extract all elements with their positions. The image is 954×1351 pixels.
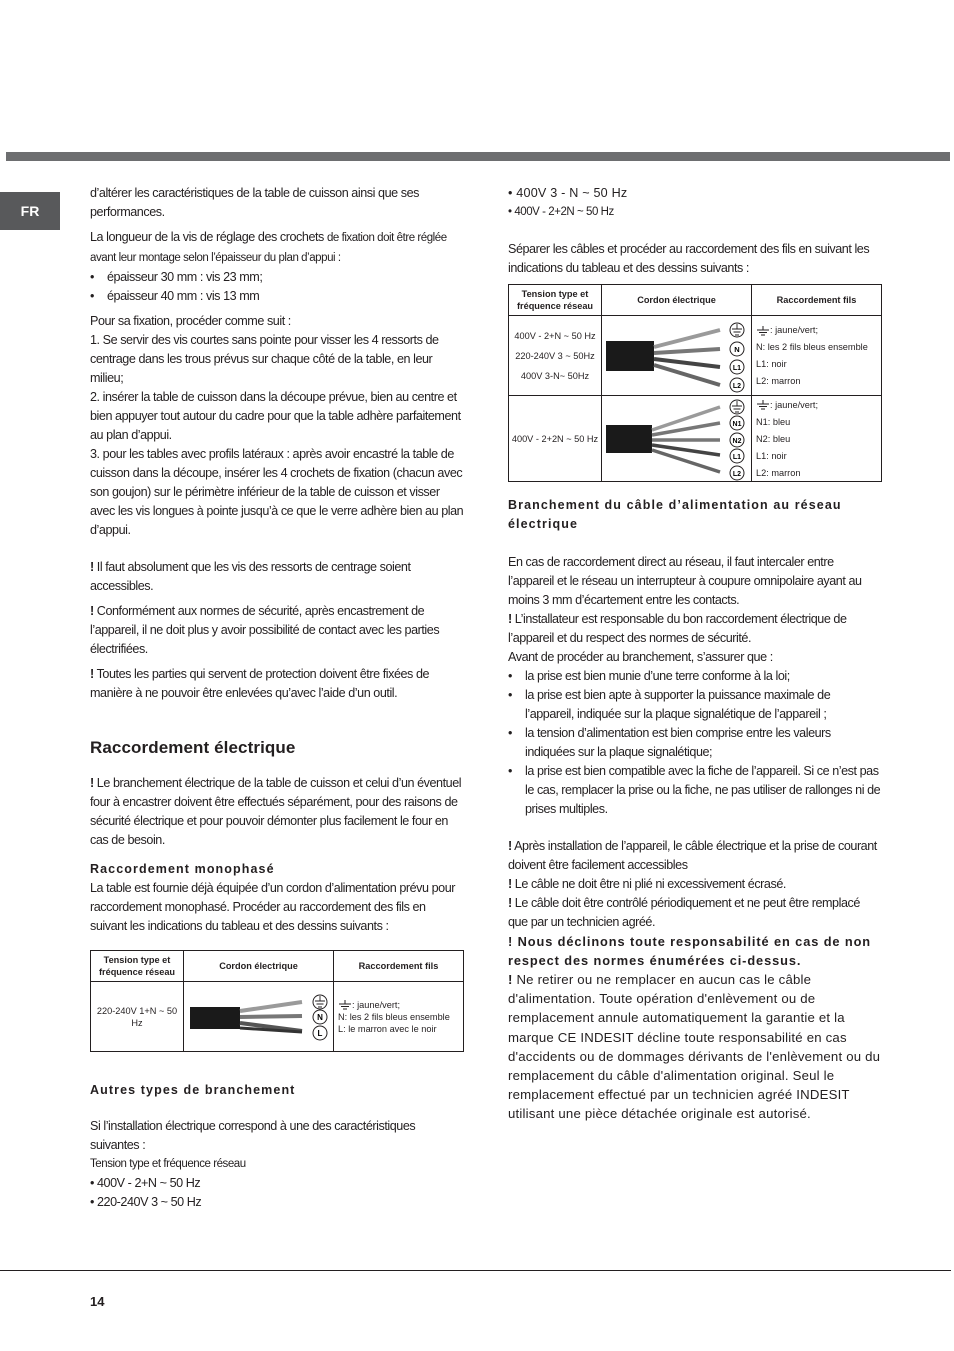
other-title: Autres types de branchement <box>90 1083 296 1097</box>
check-list <box>508 667 882 819</box>
mono-wiring-table <box>90 950 464 1052</box>
final-warning: ! Ne retirer ou ne remplacer en aucun cas le câble d'alimentation. Toute opération d'enlèvement ou de remplacement annule automatiquement la garantie et la marque CE INDESIT décline toute responsabilité en cas d'accidents ou de dommages dérivants de l'enlèvement ou du remplacement du câble d'alimentation original. Seul le remplacement effectué par un technicien agréé INDESIT utilisant une pièce détachée originale est autorisé. <box>508 972 881 1122</box>
voltage-cell: 220-240V 1+N ~ 50 Hz <box>91 982 184 1052</box>
after-warning-1: ! Après installation de l’appareil, le câble électrique et la prise de courant doivent être facilement accessibles <box>508 839 877 872</box>
table-header: Raccordement fils <box>334 951 464 982</box>
terminal-label: L1 <box>732 453 742 461</box>
cable-drawing <box>602 316 752 396</box>
warning-2: ! Conformément aux normes de sécurité, après encastrement de l’appareil, il ne doit plus y avoir possibilité de contact avec les parties électrifiées. <box>90 604 440 656</box>
warning-3: ! Toutes les parties qui servent de protection doivent être fixées de manière à ne pouvoir être enlevées qu’avec l’aide d’un outil. <box>90 667 430 700</box>
terminal-label: N <box>317 1012 323 1022</box>
terminal-label: L2 <box>732 470 742 478</box>
table-header: Tension type et fréquence réseau <box>91 951 184 982</box>
language-tab: FR <box>0 192 60 230</box>
screw-text: La longueur de la vis de réglage des crochets de fixation doit être réglée avant leur montage selon l’épaisseur du plan d’appui : <box>90 230 447 264</box>
thickness-list <box>90 268 464 306</box>
wire-cell: : jaune/vert; N: les 2 fils bleus ensemble L: le marron avec le noir <box>334 982 464 1052</box>
liability-warning: ! Nous déclinons toute responsabilité en cas de non respect des normes énumérées ci-dessus. <box>508 934 872 968</box>
step-2: 2. insérer la table de cuisson dans la découpe prévue, bien au centre et bien appuyer tout autour du cadre pour que la table adhère parfaitement au plan d’appui. <box>90 390 461 442</box>
list-item: • 400V 3 - N ~ 50 Hz <box>508 186 628 200</box>
step-1: 1. Se servir des vis courtes sans pointe pour visser les 4 ressorts de centrage dans les trous prévus sur chaque côté de la table, en leur milieu; <box>90 333 439 385</box>
step-3: 3. pour les tables avec profils latéraux : après avoir encastré la table de cuisson dans la découpe, insérer les 4 crochets de fixation (chacun avec son goujon) sur le périmètre inférieur de la table de cuisson et visser avec les vis longues à pointe jusqu’à ce que le verre adhère bien au plan d’appui. <box>90 447 464 537</box>
table-header: Cordon électrique <box>184 951 334 982</box>
right-column <box>508 184 882 1124</box>
table-header: Raccordement fils <box>752 285 882 316</box>
page-number: 14 <box>90 1294 105 1309</box>
installer-warning: ! L’installateur est responsable du bon raccordement électrique de l’appareil et du respect des normes de sécurité. <box>508 612 847 645</box>
cable-drawing <box>184 982 334 1052</box>
list-item: • 400V - 2+N ~ 50 Hz <box>90 1176 201 1190</box>
voltage-cell: 400V - 2+N ~ 50 Hz 220-240V 3 ~ 50Hz 400V 3-N~ 50Hz <box>509 316 602 396</box>
list-item: • épaisseur 40 mm : vis 13 mm <box>90 287 464 306</box>
terminal-label: N <box>734 344 740 354</box>
bottom-rule <box>0 1270 951 1271</box>
top-rule <box>6 152 950 161</box>
terminal-label: L2 <box>732 382 742 390</box>
table-header: Tension type et fréquence réseau <box>509 285 602 316</box>
multi-wiring-table <box>508 284 882 482</box>
after-warning-2: ! Le câble ne doit être ni plié ni excessivement écrasé. <box>508 877 786 891</box>
ground-icon <box>338 1000 352 1010</box>
terminal-label: N2 <box>732 437 742 445</box>
wire-cell: : jaune/vert; N1: bleu N2: bleu L1: noir L2: marron <box>752 396 882 482</box>
left-column <box>90 184 464 1212</box>
ground-icon <box>756 400 770 410</box>
list-item: • 220-240V 3 ~ 50 Hz <box>90 1195 202 1209</box>
branch-title: Branchement du câble d’alimentation au réseau électrique <box>508 498 842 531</box>
elec-warning: ! Le branchement électrique de la table de cuisson et celui d’un éventuel four à encastrer doivent être effectués séparément, pour des raisons de sécurité électrique et pour pouvoir démonter plus facilement le four en cas de besoin. <box>90 776 462 847</box>
warning-1: ! Il faut absolument que les vis des ressorts de centrage soient accessibles. <box>90 560 411 593</box>
section-title: Raccordement électrique <box>90 738 296 757</box>
separate-text: Séparer les câbles et procéder au raccordement des fils en suivant les indications du tableau et des dessins suivants : <box>508 242 870 275</box>
mono-text: La table est fournie déjà équipée d’un cordon d’alimentation prévu pour raccordement monophasé. Procéder au raccordement des fils en suivant les indications du tableau et des dessins suivants : <box>90 881 456 933</box>
terminal-label: L1 <box>732 364 742 372</box>
direct-text: En cas de raccordement direct au réseau, il faut intercaler entre l’appareil et le réseau un interrupteur à coupure omnipolaire ayant au moins 3 mm d’écartement entre les contacts. <box>508 555 862 607</box>
list-item: • 400V - 2+2N ~ 50 Hz <box>508 206 614 218</box>
mono-title: Raccordement monophasé <box>90 862 275 876</box>
list-item: • la prise est bien munie d’une terre conforme à la loi; <box>508 667 882 686</box>
list-item: • la tension d’alimentation est bien comprise entre les valeurs indiquées sur la plaque signalétique; <box>508 724 882 762</box>
list-item: • épaisseur 30 mm : vis 23 mm; <box>90 268 464 287</box>
wire-cell: : jaune/vert; N: les 2 fils bleus ensemble L1: noir L2: marron <box>752 316 882 396</box>
tension-label: Tension type et fréquence réseau <box>90 1158 246 1170</box>
after-warning-3: ! Le câble doit être contrôlé périodiquement et ne peut être remplacé que par un technicien agréé. <box>508 896 860 929</box>
before-text: Avant de procéder au branchement, s’assurer que : <box>508 650 773 664</box>
terminal-label: N1 <box>732 420 742 428</box>
ground-icon <box>756 326 770 336</box>
intro-text: d’altérer les caractéristiques de la table de cuisson ainsi que ses performances. <box>90 186 419 219</box>
table-header: Cordon électrique <box>602 285 752 316</box>
cable-drawing <box>602 396 752 482</box>
voltage-cell: 400V - 2+2N ~ 50 Hz <box>509 396 602 482</box>
terminal-label: L <box>317 1028 323 1038</box>
list-item: • la prise est bien apte à supporter la puissance maximale de l’appareil, indiquée sur la plaque signalétique de l’appareil ; <box>508 686 882 724</box>
list-item: • la prise est bien compatible avec la fiche de l’appareil. Si ce n’est pas le cas, remplacer la prise ou la fiche, ne pas utiliser de rallonges ni de prises multiples. <box>508 762 882 819</box>
other-text: Si l’installation électrique correspond à une des caractéristiques suivantes : <box>90 1119 416 1152</box>
fix-intro: Pour sa fixation, procéder comme suit : <box>90 314 291 328</box>
